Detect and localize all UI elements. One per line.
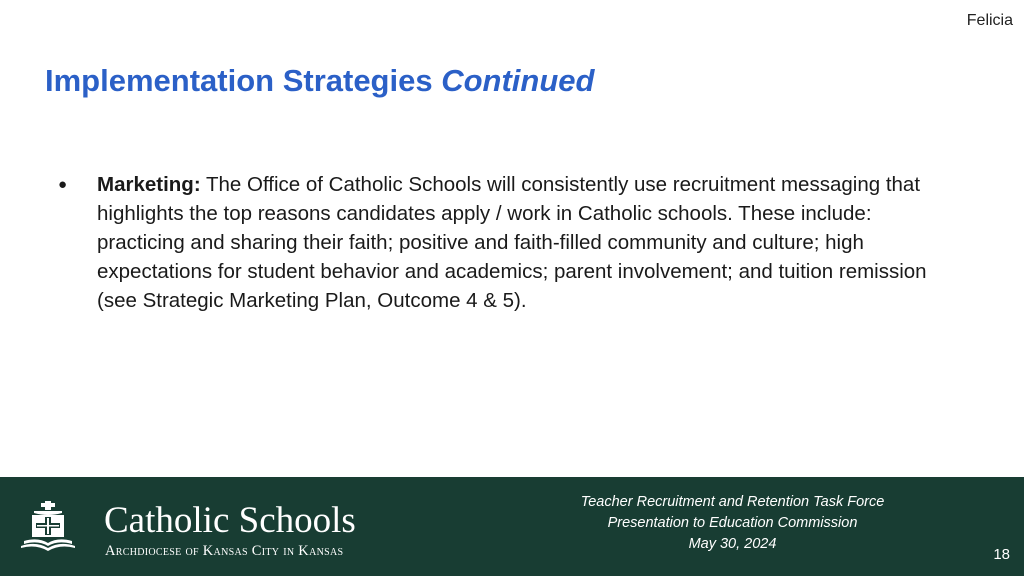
- presenter-name: Felicia: [966, 12, 1013, 29]
- title-main: Implementation Strategies: [45, 63, 433, 98]
- bullet-term: Marketing:: [97, 173, 201, 196]
- slide-title: [45, 63, 594, 99]
- catholic-schools-logo: [20, 501, 420, 561]
- caption-line-taskforce: Teacher Recruitment and Retention Task Force: [580, 494, 885, 510]
- footer-caption: [535, 492, 930, 555]
- logo-title: Catholic Schools: [104, 500, 356, 541]
- caption-line-date: May 30, 2024: [688, 536, 777, 552]
- logo-subtitle: Archdiocese of Kansas City in Kansas: [105, 543, 344, 559]
- bullet-dot-icon: ●: [58, 176, 68, 193]
- bullet-item-marketing: [58, 170, 958, 315]
- title-continued: Continued: [441, 63, 595, 98]
- page-number: 18: [993, 546, 1010, 563]
- cross-book-icon: [20, 501, 88, 553]
- footer-bar: [0, 477, 1024, 576]
- bullet-text: The Office of Catholic Schools will consistently use recruitment messaging that highlights the top reasons candidates apply / work in Catholic schools. These include: practicing and sharing their faith; positive and faith-filled community and culture; high expectations for student behavior and academics; parent involvement; and tuition remission (see Strategic Marketing Plan, Outcome 4 & 5).: [97, 173, 927, 312]
- caption-line-presentation: Presentation to Education Commission: [607, 515, 858, 531]
- bullet-list: [58, 170, 958, 315]
